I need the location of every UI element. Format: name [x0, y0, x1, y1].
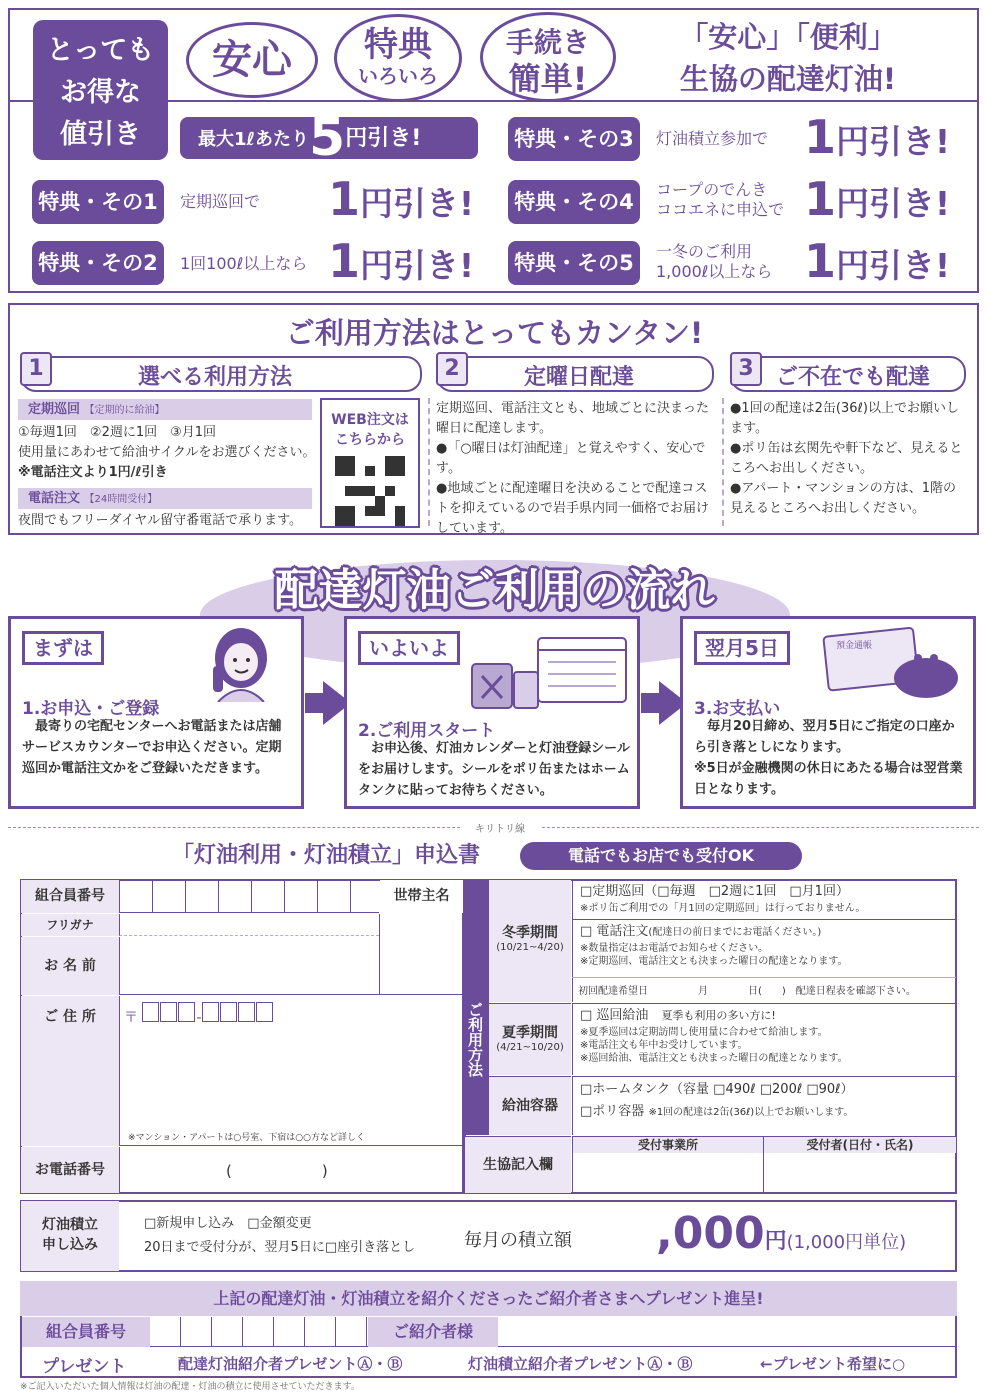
usage-method-vlabel [465, 880, 489, 1135]
zip-digit-box [160, 1002, 177, 1022]
accept-badge: 電話でもお店でも受付OK [520, 842, 802, 870]
flow-arrow-2-bar [641, 693, 661, 713]
present-a-option[interactable]: 配達灯油紹介者プレゼントⒶ・Ⓑ [178, 1355, 403, 1373]
teiki-label: 定期巡回 [28, 402, 81, 417]
benefit-1-amount [328, 172, 474, 226]
tsumitate-options[interactable]: □新規申し込み □金額変更 [144, 1216, 312, 1231]
summer-title: 夏季期間 [502, 1025, 558, 1041]
benefit-3-desc: 灯油積立参加で [656, 129, 769, 148]
furigana-field[interactable] [119, 914, 379, 936]
furigana-label: フリガナ [21, 914, 119, 936]
teiki-body-1: ①毎週1回 ②2週に1回 ③月1回 [18, 425, 217, 440]
benefit-2-desc: 1回100ℓ以上なら [180, 254, 308, 273]
winter-title: 冬季期間 [502, 925, 558, 941]
junkai-note-1: ※夏季巡回は定期訪問し使用量に合わせて給油します。 [580, 1027, 828, 1038]
zip-digit-box [220, 1002, 237, 1022]
yen-unit: 円 [764, 1229, 787, 1254]
phone-subheader [18, 488, 312, 509]
poly-option[interactable] [580, 1104, 853, 1121]
hometank-option[interactable]: □ホームタンク（容量 □490ℓ □200ℓ □90ℓ） [580, 1082, 854, 1097]
member-number-label: 組合員番号 [21, 880, 119, 913]
summer-label [489, 1003, 571, 1075]
benefit-2-amount [328, 234, 474, 288]
web-order-text-1: WEB注文は [331, 412, 409, 428]
max-discount-suffix: 円引き! [345, 126, 422, 151]
reception-office-label: 受付事業所 [573, 1137, 763, 1153]
present-label: プレゼント [42, 1357, 127, 1377]
amount-field[interactable] [656, 1208, 906, 1259]
benefit-4-unit: 円引き! [836, 184, 951, 223]
junkai-note-3: ※巡回給油、電話注文とも決まった曜日の配達となります。 [580, 1053, 848, 1064]
kantan-text: 簡単! [508, 60, 588, 98]
phone-parens: ( ) [226, 1162, 328, 1180]
denwa-option-label: □ 電話注文 [580, 924, 649, 939]
denwa-option-note: (配達日の前日までにお電話ください。) [648, 927, 822, 938]
flow-step-2-body: お申込後、灯油カレンダーと灯油登録シールをお届けします。シールをポリ缶またはホームタンクに貼ってお待ちください。 [358, 741, 630, 798]
benefit-4-number: 1 [804, 172, 837, 226]
denwa-note-2: ※定期巡回、電話注文とも決まった曜日の配達となります。 [580, 956, 848, 967]
tsumitate-label-2: 申し込み [42, 1237, 98, 1253]
anshin-text: 安心 [212, 37, 292, 83]
winter-label [489, 880, 571, 1002]
usage-title: ご利用方法はとってもカンタン! [285, 316, 704, 350]
introducer-field[interactable] [498, 1317, 955, 1347]
step-3-text-3: ●アパート・マンションの方は、1階の見えるところへお出しください。 [730, 481, 956, 516]
max-discount-pill [180, 108, 478, 168]
benefit-1-desc: 定期巡回で [180, 192, 261, 211]
junkai-option-label: □ 巡回給油 [580, 1008, 649, 1023]
amount-value: ,000 [656, 1208, 765, 1259]
step-3-text-1: ●1回の配達は2缶(36ℓ)以上でお願いします。 [730, 401, 959, 436]
web-order-box[interactable] [320, 398, 420, 528]
discount-badge [33, 20, 168, 160]
tokuten-text: 特典 [364, 25, 432, 65]
flow-step-3-heading: 3.お支払い [694, 699, 781, 719]
max-discount-number: 5 [309, 108, 346, 168]
flow-step-1-label: まずは [22, 631, 104, 665]
benefit-5-label: 特典・その5 [508, 241, 640, 285]
teiki-body [18, 423, 318, 483]
operator-illustration-icon [198, 622, 284, 702]
first-delivery-field[interactable]: 初回配達希望日 月 日( ) 配達日程表を確認下さい。 [578, 986, 916, 997]
flow-title: 配達灯油ご利用の流れ [274, 565, 715, 616]
step-1-title: 選べる利用方法 [138, 365, 293, 390]
step-3-text [730, 399, 966, 519]
step-2-text [436, 399, 716, 539]
zip-dash: - [196, 1010, 202, 1026]
benefit-4-amount [804, 172, 950, 226]
unit-note: (1,000円単位) [786, 1232, 907, 1253]
web-order-text-2: こちらから [335, 432, 405, 448]
tsumitate-label-1: 灯油積立 [42, 1217, 98, 1233]
flow-arrow-1-bar [305, 693, 325, 713]
receiver-label: 受付者(日付・氏名) [764, 1137, 956, 1153]
benefit-3-unit: 円引き! [836, 122, 951, 161]
address-note: ※マンション・アパートは○号室、下宿は○○方など詳しく [128, 1133, 365, 1143]
teiki-option-note: ※ポリ缶ご利用での「月1回の定期巡回」は行っておりません。 [580, 903, 866, 914]
introducer-label: ご紹介者様 [368, 1317, 498, 1347]
phone-number-label: お電話番号 [21, 1147, 119, 1193]
address-label: ご 住 所 [21, 996, 119, 1146]
poly-option-label: □ポリ容器 [580, 1104, 645, 1119]
benefit-4-label: 特典・その4 [508, 180, 640, 224]
zip-digit-box [142, 1002, 159, 1022]
step-divider-1 [428, 398, 430, 526]
name-label: お 名 前 [21, 937, 119, 995]
step-divider-2 [722, 398, 724, 526]
household-head-field[interactable] [379, 914, 463, 995]
tsumitate-label [21, 1201, 119, 1271]
postal-mark: 〒 [124, 1010, 138, 1026]
summer-range: (4/21~10/20) [496, 1042, 564, 1053]
winter-divider [572, 919, 956, 920]
teiki-body-2: 使用量にあわせて給油サイクルをお選びください。 [18, 445, 316, 460]
benefit-3-number: 1 [804, 110, 837, 164]
name-field[interactable] [119, 937, 379, 995]
household-head-label: 世帯主名 [380, 880, 463, 913]
qr-code-icon[interactable] [335, 456, 405, 526]
denwa-option[interactable] [580, 924, 821, 941]
phone-note: 【24時間受付】 [84, 494, 158, 505]
footnote: ※ご記入いただいた個人情報は灯油の配達・灯油の積立に使用させていただきます。 [20, 1382, 360, 1392]
step-1-number: 1 [20, 352, 52, 386]
bankbook-label: 預金通帳 [836, 641, 873, 651]
phone-label: 電話注文 [28, 491, 81, 506]
teiki-note: 【定期的に給油】 [84, 405, 165, 416]
teiki-option[interactable]: □定期巡回（□毎週 □2週に1回 □月1回） [580, 884, 849, 899]
flow-step-3-body: 毎月20日締め、翌月5日にご指定の口座から引き落としになります。 ※5日が金融機関の休日にあたる場合は翌営業日となります。 [694, 719, 963, 797]
benefit-2-unit: 円引き! [360, 246, 475, 285]
postal-code-field[interactable] [124, 1002, 274, 1027]
zip-digit-box [202, 1002, 219, 1022]
anshin-bubble [186, 22, 318, 98]
step-2-text-2: ●「○曜日は灯油配達」と覚えやすく、安心です。 [436, 441, 706, 476]
benefit-3-label: 特典・その3 [508, 117, 640, 161]
benefit-2-label: 特典・その2 [32, 241, 164, 285]
benefit-5-unit: 円引き! [836, 246, 951, 285]
flow-step-2-label: いよいよ [358, 631, 460, 665]
benefit-1-number: 1 [328, 172, 361, 226]
referral-member-label: 組合員番号 [22, 1317, 150, 1347]
present-instruction: ←プレゼント希望に○ [760, 1355, 906, 1373]
step-2-text-3: ●地域ごとに配達曜日を決めることで配達コストを抑えているので岩手県内同一価格でお届けしています。 [436, 481, 710, 536]
headline [618, 16, 958, 100]
junkai-option[interactable] [580, 1008, 776, 1024]
junkai-option-sub: 夏季も利用の多い方に! [661, 1009, 776, 1022]
tokuten-sub-text: いろいろ [358, 64, 438, 88]
discount-badge-line2: お得な [60, 77, 141, 108]
benefit-1-label: 特典・その1 [32, 180, 164, 224]
max-discount-prefix: 最大1ℓあたり [198, 129, 310, 150]
referral-banner: 上記の配達灯油・灯油積立を紹介くださったご紹介者さまへプレゼント進呈! [20, 1281, 957, 1316]
phone-body: 夜間でもフリーダイヤル留守番電話で承ります。 [18, 513, 303, 528]
zip-digit-box [256, 1002, 273, 1022]
container-label: 給油容器 [489, 1076, 571, 1135]
form-title: 「灯油利用・灯油積立」申込書 [172, 843, 481, 868]
junkai-note-2: ※電話注文も年中お受けしています。 [580, 1040, 748, 1051]
zip-digit-box [178, 1002, 195, 1022]
benefit-1-unit: 円引き! [360, 184, 475, 223]
step-2-text-1: 定期巡回、電話注文とも、地域ごとに決まった曜日に配達します。 [436, 401, 710, 436]
tetsuzuki-text: 手続き [505, 26, 590, 59]
cut-line-label: キリトリ線 [460, 820, 540, 835]
step-2-title: 定曜日配達 [524, 365, 635, 390]
teiki-subheader [18, 399, 312, 420]
step-3-number: 3 [730, 352, 762, 386]
benefit-4-desc: コープのでんき ココエネに申込で [656, 180, 785, 219]
tetsuzuki-bubble [480, 12, 616, 102]
step-2-number: 2 [436, 352, 468, 386]
tokuten-bubble [334, 14, 462, 102]
first-delivery-divider [572, 977, 956, 978]
tsumitate-note: 20日まで受付分が、翌月5日に□座引き落とし [144, 1240, 416, 1255]
coop-entry-label: 生協記入欄 [465, 1136, 571, 1193]
discount-badge-line1: とっても [46, 35, 155, 66]
benefit-5-number: 1 [804, 234, 837, 288]
flow-step-2-heading: 2.ご利用スタート [358, 721, 496, 741]
step-3-text-2: ●ポリ缶は玄関先や軒下など、見えるところへお出しください。 [730, 441, 963, 476]
referral-member-field[interactable] [150, 1317, 368, 1347]
denwa-note-1: ※数量指定はお電話でお知らせください。 [580, 943, 769, 954]
benefit-3-amount [804, 110, 950, 164]
calendar-and-tank-icon [470, 628, 630, 712]
benefit-5-amount [804, 234, 950, 288]
usage-method-label: ご利用方法 [466, 1002, 484, 1077]
zip-digit-box [238, 1002, 255, 1022]
benefit-2-number: 1 [328, 234, 361, 288]
flow-step-1-heading: 1.お申込・ご登録 [22, 699, 160, 719]
winter-range: (10/21~4/20) [496, 942, 564, 953]
flow-step-1-body: 最寄りの宅配センターへお電話または店舗サービスカウンターでお申込ください。定期巡回か電話注文かをご登録いただきます。 [22, 719, 282, 776]
poly-option-note: ※1回の配達は2缶(36ℓ)以上でお願いします。 [648, 1107, 854, 1118]
benefit-5-desc: 一冬のご利用 1,000ℓ以上なら [656, 242, 773, 281]
member-number-field[interactable] [119, 880, 379, 913]
monthly-label: 毎月の積立額 [464, 1230, 572, 1251]
teiki-body-3: ※電話注文より1円/ℓ引き [18, 465, 168, 480]
headline-line1: 「安心」「便利」 [679, 20, 897, 54]
discount-badge-line3: 値引き [60, 119, 141, 150]
step-3-title: ご不在でも配達 [776, 365, 931, 390]
present-b-option[interactable]: 灯油積立紹介者プレゼントⒶ・Ⓑ [468, 1355, 693, 1373]
flow-step-3-label: 翌月5日 [694, 631, 790, 665]
headline-line2: 生協の配達灯油! [679, 62, 897, 96]
reception-office-field[interactable] [763, 1137, 764, 1193]
